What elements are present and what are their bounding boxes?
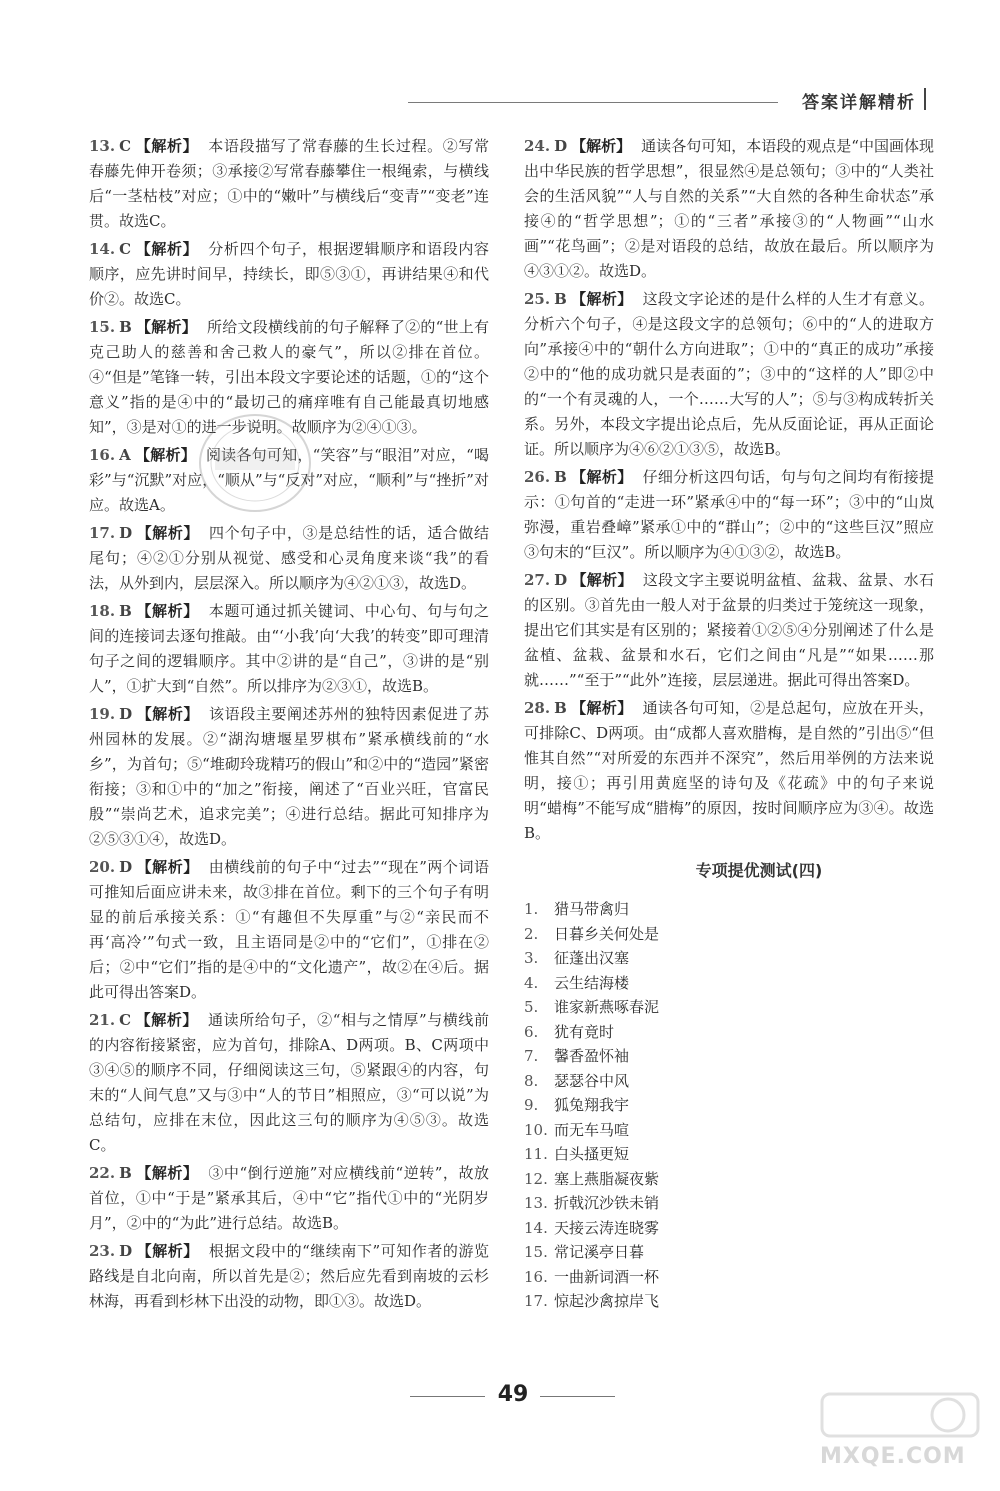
answer-item [89,1239,489,1314]
analysis-text: ③中“倒行逆施”对应横线前“逆转”，故放首位，①中“于是”紧承其后，④中“它”指代①中的“光阴岁月”，②中的“为此”进行总结。故选B。 [89,1164,489,1232]
answer-item [89,521,489,596]
question-number: 24. [524,137,551,155]
header-title: 答案详解精析 [802,93,916,113]
stamp-watermark [195,408,315,518]
answer-item [89,702,489,852]
poem-line: 惊起沙禽掠岸飞 [554,1292,660,1310]
answer-letter: A [119,446,131,464]
header-rule [408,102,778,103]
analysis-tag: 【解析】 [135,1011,199,1029]
poem-line: 白头搔更短 [554,1145,630,1163]
poem-number: 4. [524,973,539,992]
watermark-logo [820,1390,980,1440]
question-number: 23. [89,1242,116,1260]
analysis-text: 通读各句可知，本语段的观点是“中国画体现出中华民族的哲学思想”，很显然④是总领句；③中的“人类社会的生活风貌”“人与自然的关系”“大自然的各种生命状态”承接④的“哲学思想”；①的“三者”承接③的“人物画”“山水画”“花鸟画”；②是对语段的总结，故放在最后。所以顺序为④③①②。故选D。 [524,137,934,280]
analysis-text: 通读各句可知，②是总起句，应放在开头，可排除C、D两项。由“成都人喜欢腊梅，是自然的”引出⑤“但惟其自然”“对所爱的东西并不深究”，然后用举例的方法来说明，接①；再引用黄庭坚的诗句及《花疏》中的句子来说明“蜡梅”不能写成“腊梅”的原因，按时间顺序应为③④。故选B。 [524,699,934,842]
page-number: 49 [497,1382,529,1407]
poem-answer-item [524,1216,934,1241]
question-number: 15. [89,318,116,336]
answer-item [89,134,489,234]
header-bar [924,88,926,110]
analysis-tag: 【解析】 [136,524,200,542]
poem-line: 而无车马喧 [554,1120,630,1139]
poem-answer-item [524,1044,934,1069]
answer-item [89,1161,489,1236]
poem-number: 3. [524,949,539,967]
answer-item [524,287,934,462]
analysis-tag: 【解析】 [570,699,633,717]
answer-letter: C [119,1011,132,1029]
poem-number: 12. [524,1169,548,1188]
answer-letter: B [554,699,567,717]
poem-number: 2. [524,924,539,943]
poem-number: 16. [524,1267,548,1286]
analysis-tag: 【解析】 [570,468,633,486]
analysis-tag: 【解析】 [136,858,199,876]
question-number: 18. [89,602,116,620]
analysis-text: 分析四个句子，根据逻辑顺序和语段内容顺序，应先讲时间早，持续长，即⑤③①，再讲结果④和代价②。故选C。 [89,240,489,308]
poem-line: 狐兔翔我宇 [554,1096,630,1114]
right-answer-list [524,134,934,846]
poem-line: 一曲新词酒一杯 [554,1267,660,1286]
answer-letter: B [119,318,132,336]
analysis-tag: 【解析】 [136,1242,199,1260]
poem-line: 谁家新燕啄春泥 [554,998,660,1016]
answer-letter: D [554,137,568,155]
answer-letter: D [554,571,568,589]
poem-line: 常记溪亭日暮 [554,1243,645,1261]
question-number: 28. [524,699,551,717]
analysis-text: 本题可通过抓关键词、中心句、句与句之间的连接词去逐句推敲。由“‘小我’向‘大我’的转变”即可理清句子之间的逻辑顺序。其中②讲的是“自己”，③讲的是“别人”，①扩大到“自然”。所以排序为②③①，故选B。 [89,602,489,695]
poem-line: 日暮乡关何处是 [554,924,660,943]
poem-answer-item [524,971,934,996]
analysis-tag: 【解析】 [136,705,200,723]
poem-number: 8. [524,1071,539,1090]
poem-answer-item [524,1118,934,1143]
answer-letter: B [554,468,567,486]
answer-letter: D [119,1242,133,1260]
question-number: 13. [89,137,116,155]
answer-item [89,855,489,1005]
poem-answer-item [524,1069,934,1094]
question-number: 19. [89,705,116,723]
poem-line: 云生结海楼 [554,973,630,992]
answer-item [89,237,489,312]
poem-answer-item [524,1093,934,1118]
poem-number: 9. [524,1096,539,1114]
poem-answer-item [524,1265,934,1290]
answer-letter: B [119,1164,132,1182]
analysis-text: 仔细分析这四句话，句与句之间均有衔接提示：①句首的“走进一环”紧承④中的“每一环”；③中的“山岚弥漫，重岩叠嶂”紧承①中的“群山”；②中的“这些巨汉”照应③句末的“巨汉”。所以顺序为④①③②，故选B。 [524,468,934,561]
poem-answer-item [524,1191,934,1216]
poem-answer-item [524,995,934,1020]
analysis-tag: 【解析】 [135,137,199,155]
poem-answer-item [524,1167,934,1192]
question-number: 16. [89,446,116,464]
answer-letter: D [119,524,133,542]
poem-answer-item [524,897,934,922]
poem-number: 11. [524,1145,548,1163]
analysis-tag: 【解析】 [135,602,199,620]
answer-item [524,568,934,693]
answer-item [89,599,489,699]
analysis-tag: 【解析】 [135,240,199,258]
poem-line: 征蓬出汉塞 [554,949,630,967]
poem-answer-item [524,1289,934,1314]
section-title: 专项提优测试(四) [695,861,823,880]
poem-number: 14. [524,1218,548,1237]
question-number: 21. [89,1011,116,1029]
question-number: 20. [89,858,116,876]
question-number: 22. [89,1164,116,1182]
answer-item [524,465,934,565]
poem-line: 猎马带禽归 [554,900,630,918]
answer-item [524,696,934,846]
poem-number: 15. [524,1243,548,1261]
question-number: 25. [524,290,551,308]
question-number: 14. [89,240,116,258]
poem-number: 17. [524,1292,548,1310]
footer-rule-right [540,1396,615,1397]
analysis-text: 所给文段横线前的句子解释了②的“世上有克己助人的慈善和舍己救人的豪气”，所以②排在首位。④“但是”笔锋一转，引出本段文字要论述的话题，①的“这个意义”指的是④中的“最切己的痛痒唯有自己能最真切地感知”，③是对①的进一步说明。故顺序为②④①③。 [89,318,489,436]
answer-letter: B [554,290,567,308]
poem-answer-item [524,1240,934,1265]
poem-answer-item [524,1020,934,1045]
poem-line: 折戟沉沙铁未销 [554,1194,660,1212]
analysis-text: 通读所给句子，②“相与之情厚”与横线前的内容衔接紧密，应为首句，排除A、D两项。B、C两项中③④⑤的顺序不同，仔细阅读这三句，⑤紧跟④的内容，句末的“人间气息”又与③中“人的节日”相照应，③“可以说”为总结句，应排在末位，因此这三句的顺序为④⑤③。故选C。 [89,1011,489,1154]
poem-line: 天接云涛连晓雾 [554,1218,660,1237]
poem-number: 1. [524,900,539,918]
analysis-text: 由横线前的句子中“过去”“现在”两个词语可推知后面应讲未来，故③排在首位。剩下的三个句子有明显的前后承接关系：①“有趣但不失厚重”与②“亲民而不再‘高冷’”句式一致，且主语同是②中的“它们”，①排在②后；②中“它们”指的是④中的“文化遗产”，故②在④后。据此可得出答案D。 [89,858,489,1001]
poem-line: 瑟瑟谷中风 [554,1071,630,1090]
answer-letter: C [119,137,132,155]
poem-line: 馨香盈怀袖 [554,1047,630,1065]
poem-number: 10. [524,1120,548,1139]
analysis-tag: 【解析】 [135,318,197,336]
analysis-tag: 【解析】 [134,446,196,464]
poem-line: 塞上燕脂凝夜紫 [554,1169,660,1188]
poem-answer-list [524,897,934,1314]
analysis-text: 该语段主要阐述苏州的独特因素促进了苏州园林的发展。②“湖沟塘堰星罗棋布”紧承横线前的“水乡”，为首句；⑤“堆砌玲珑精巧的假山”和②中的“造园”紧密衔接；③和①中的“加之”衔接，阐述了“百业兴旺，官富民殷”“崇尚艺术，追求完美”；④进行总结。据此可知排序为②⑤③①④，故选D。 [89,705,489,848]
answer-letter: B [119,602,132,620]
analysis-tag: 【解析】 [571,137,632,155]
left-column [89,134,489,1317]
analysis-tag: 【解析】 [135,1164,199,1182]
answer-letter: C [119,240,132,258]
poem-number: 7. [524,1047,539,1065]
analysis-text: 根据文段中的“继续南下”可知作者的游览路线是自北向南，所以首先是②；然后应先看到南坡的云杉林海，再看到杉林下出没的动物，即①③。故选D。 [89,1242,489,1310]
right-column [524,134,934,1314]
poem-line: 犹有竟时 [554,1022,615,1041]
analysis-text: 这段文字主要说明盆植、盆栽、盆景、水石的区别。③首先由一般人对于盆景的归类过于笼统这一现象，提出它们其实是有区别的；紧接着①②⑤④分别阐述了什么是盆植、盆栽、盆景和水石，它们之间由“凡是”“如果……那就……”“至于”“此外”连接，层层递进。据此可得出答案D。 [524,571,934,689]
answer-letter: D [119,705,133,723]
answer-letter: D [119,858,133,876]
question-number: 26. [524,468,551,486]
poem-answer-item [524,922,934,947]
question-number: 27. [524,571,551,589]
poem-number: 13. [524,1194,548,1212]
footer-rule-left [410,1396,485,1397]
analysis-tag: 【解析】 [570,290,633,308]
poem-answer-item [524,946,934,971]
analysis-text: 四个句子中，③是总结性的话，适合做结尾句；④②①分别从视觉、感受和心灵角度来谈“我”的看法，从外到内，层层深入。所以顺序为④②①③，故选D。 [89,524,489,592]
poem-number: 6. [524,1022,539,1041]
question-number: 17. [89,524,116,542]
watermark-url: MXQE.COM [820,1444,966,1469]
analysis-text: 阅读各句可知，“笑容”与“眼泪”对应，“喝彩”与“沉默”对应，“顺从”与“反对”对应，“顺利”与“挫折”对应。故选A。 [89,446,489,514]
poem-number: 5. [524,998,539,1016]
analysis-text: 这段文字论述的是什么样的人生才有意义。分析六个句子，④是这段文字的总领句；⑥中的“人的进取方向”承接④中的“朝什么方向进取”；①中的“真正的成功”承接②中的“他的成功就只是表面的”；③中的“这样的人”即②中的“一个有灵魂的人，一个……大写的人”；⑤与③构成转折关系。另外，本段文字提出论点后，先从反面论证，再从正面论证。所以顺序为④⑥②①③⑤，故选B。 [524,290,934,458]
analysis-tag: 【解析】 [571,571,633,589]
analysis-text: 本语段描写了常春藤的生长过程。②写常春藤先伸开卷须；③承接②写常春藤攀住一根绳索，与横线后“一茎枯枝”对应；①中的“嫩叶”与横线后“变青”“变老”连贯。故选C。 [89,137,489,230]
poem-answer-item [524,1142,934,1167]
answer-item [524,134,934,284]
answer-item [89,1008,489,1158]
